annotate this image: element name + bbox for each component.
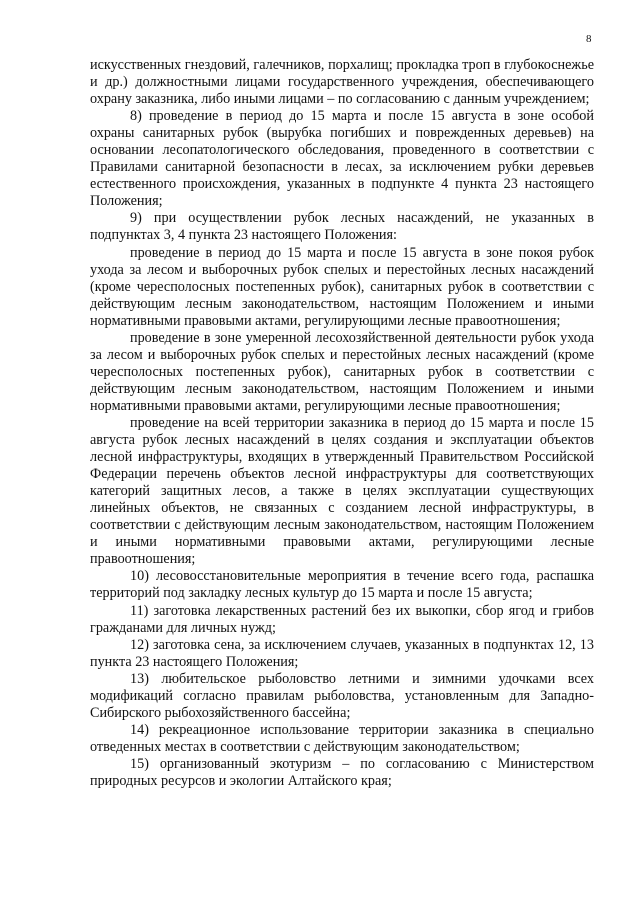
page-number: 8 [586, 33, 592, 45]
paragraph-item-9-zone-moderate: проведение в зоне умеренной лесохозяйственной деятельности рубок ухода за лесом и выборочных рубок спелых и перестойных лесных насаждений (кроме чересполосных постепенных рубок), санитарных рубок в соответствии с действующим лесным законодательством, настоящим Положением и иными нормативными правовыми актами, регулирующими лесные правоотношения; [90, 329, 594, 414]
paragraph-item-9-whole-territory: проведение на всей территории заказника в период до 15 марта и после 15 августа рубок лесных насаждений в целях создания и эксплуатации объектов лесной инфраструктуры, входящих в утвержденный Правительством Российской Федерации перечень объектов лесной инфраструктуры для соответствующих категорий защитных лесов, а также в целях эксплуатации существующих линейных объектов, не связанных с созданием лесной инфраструктуры, в соответствии с действующим лесным законодательством, настоящим Положением и иными нормативными правовыми актами, регулирующими лесные правоотношения; [90, 414, 594, 568]
paragraph-item-13: 13) любительское рыболовство летними и зимними удочками всех модификаций согласно правилам рыболовства, установленным для Западно-Сибирского рыбохозяйственного бассейна; [90, 670, 594, 721]
document-body [90, 57, 594, 790]
paragraph-continuation: искусственных гнездовий, галечников, порхалищ; прокладка троп в глубокоснежье и др.) должностными лицами государственного учреждения, обеспечивающего охрану заказника, либо иными лицами – по согласованию с данным учреждением; [90, 57, 594, 108]
paragraph-item-10: 10) лесовосстановительные мероприятия в течение всего года, распашка территорий под закладку лесных культур до 15 марта и после 15 августа; [90, 568, 594, 602]
paragraph-item-9-zone-rest: проведение в период до 15 марта и после 15 августа в зоне покоя рубок ухода за лесом и выборочных рубок спелых и перестойных лесных насаждений (кроме чересполосных постепенных рубок), санитарных рубок в соответствии с действующим лесным законодательством, настоящим Положением и иными нормативными правовыми актами, регулирующими лесные правоотношения; [90, 244, 594, 329]
paragraph-item-12: 12) заготовка сена, за исключением случаев, указанных в подпунктах 12, 13 пункта 23 настоящего Положения; [90, 636, 594, 670]
paragraph-item-11: 11) заготовка лекарственных растений без их выкопки, сбор ягод и грибов гражданами для личных нужд; [90, 602, 594, 636]
paragraph-item-15: 15) организованный экотуризм – по согласованию с Министерством природных ресурсов и экологии Алтайского края; [90, 755, 594, 789]
paragraph-item-9: 9) при осуществлении рубок лесных насаждений, не указанных в подпунктах 3, 4 пункта 23 настоящего Положения: [90, 210, 594, 244]
paragraph-item-8: 8) проведение в период до 15 марта и после 15 августа в зоне особой охраны санитарных рубок (вырубка погибших и поврежденных деревьев) на основании лесопатологического обследования, проведенного в соответствии с Правилами санитарной безопасности в лесах, за исключением рубки деревьев естественного происхождения, указанных в подпункте 4 пункта 23 настоящего Положения; [90, 108, 594, 210]
paragraph-item-14: 14) рекреационное использование территории заказника в специально отведенных местах в соответствии с действующим законодательством; [90, 721, 594, 755]
